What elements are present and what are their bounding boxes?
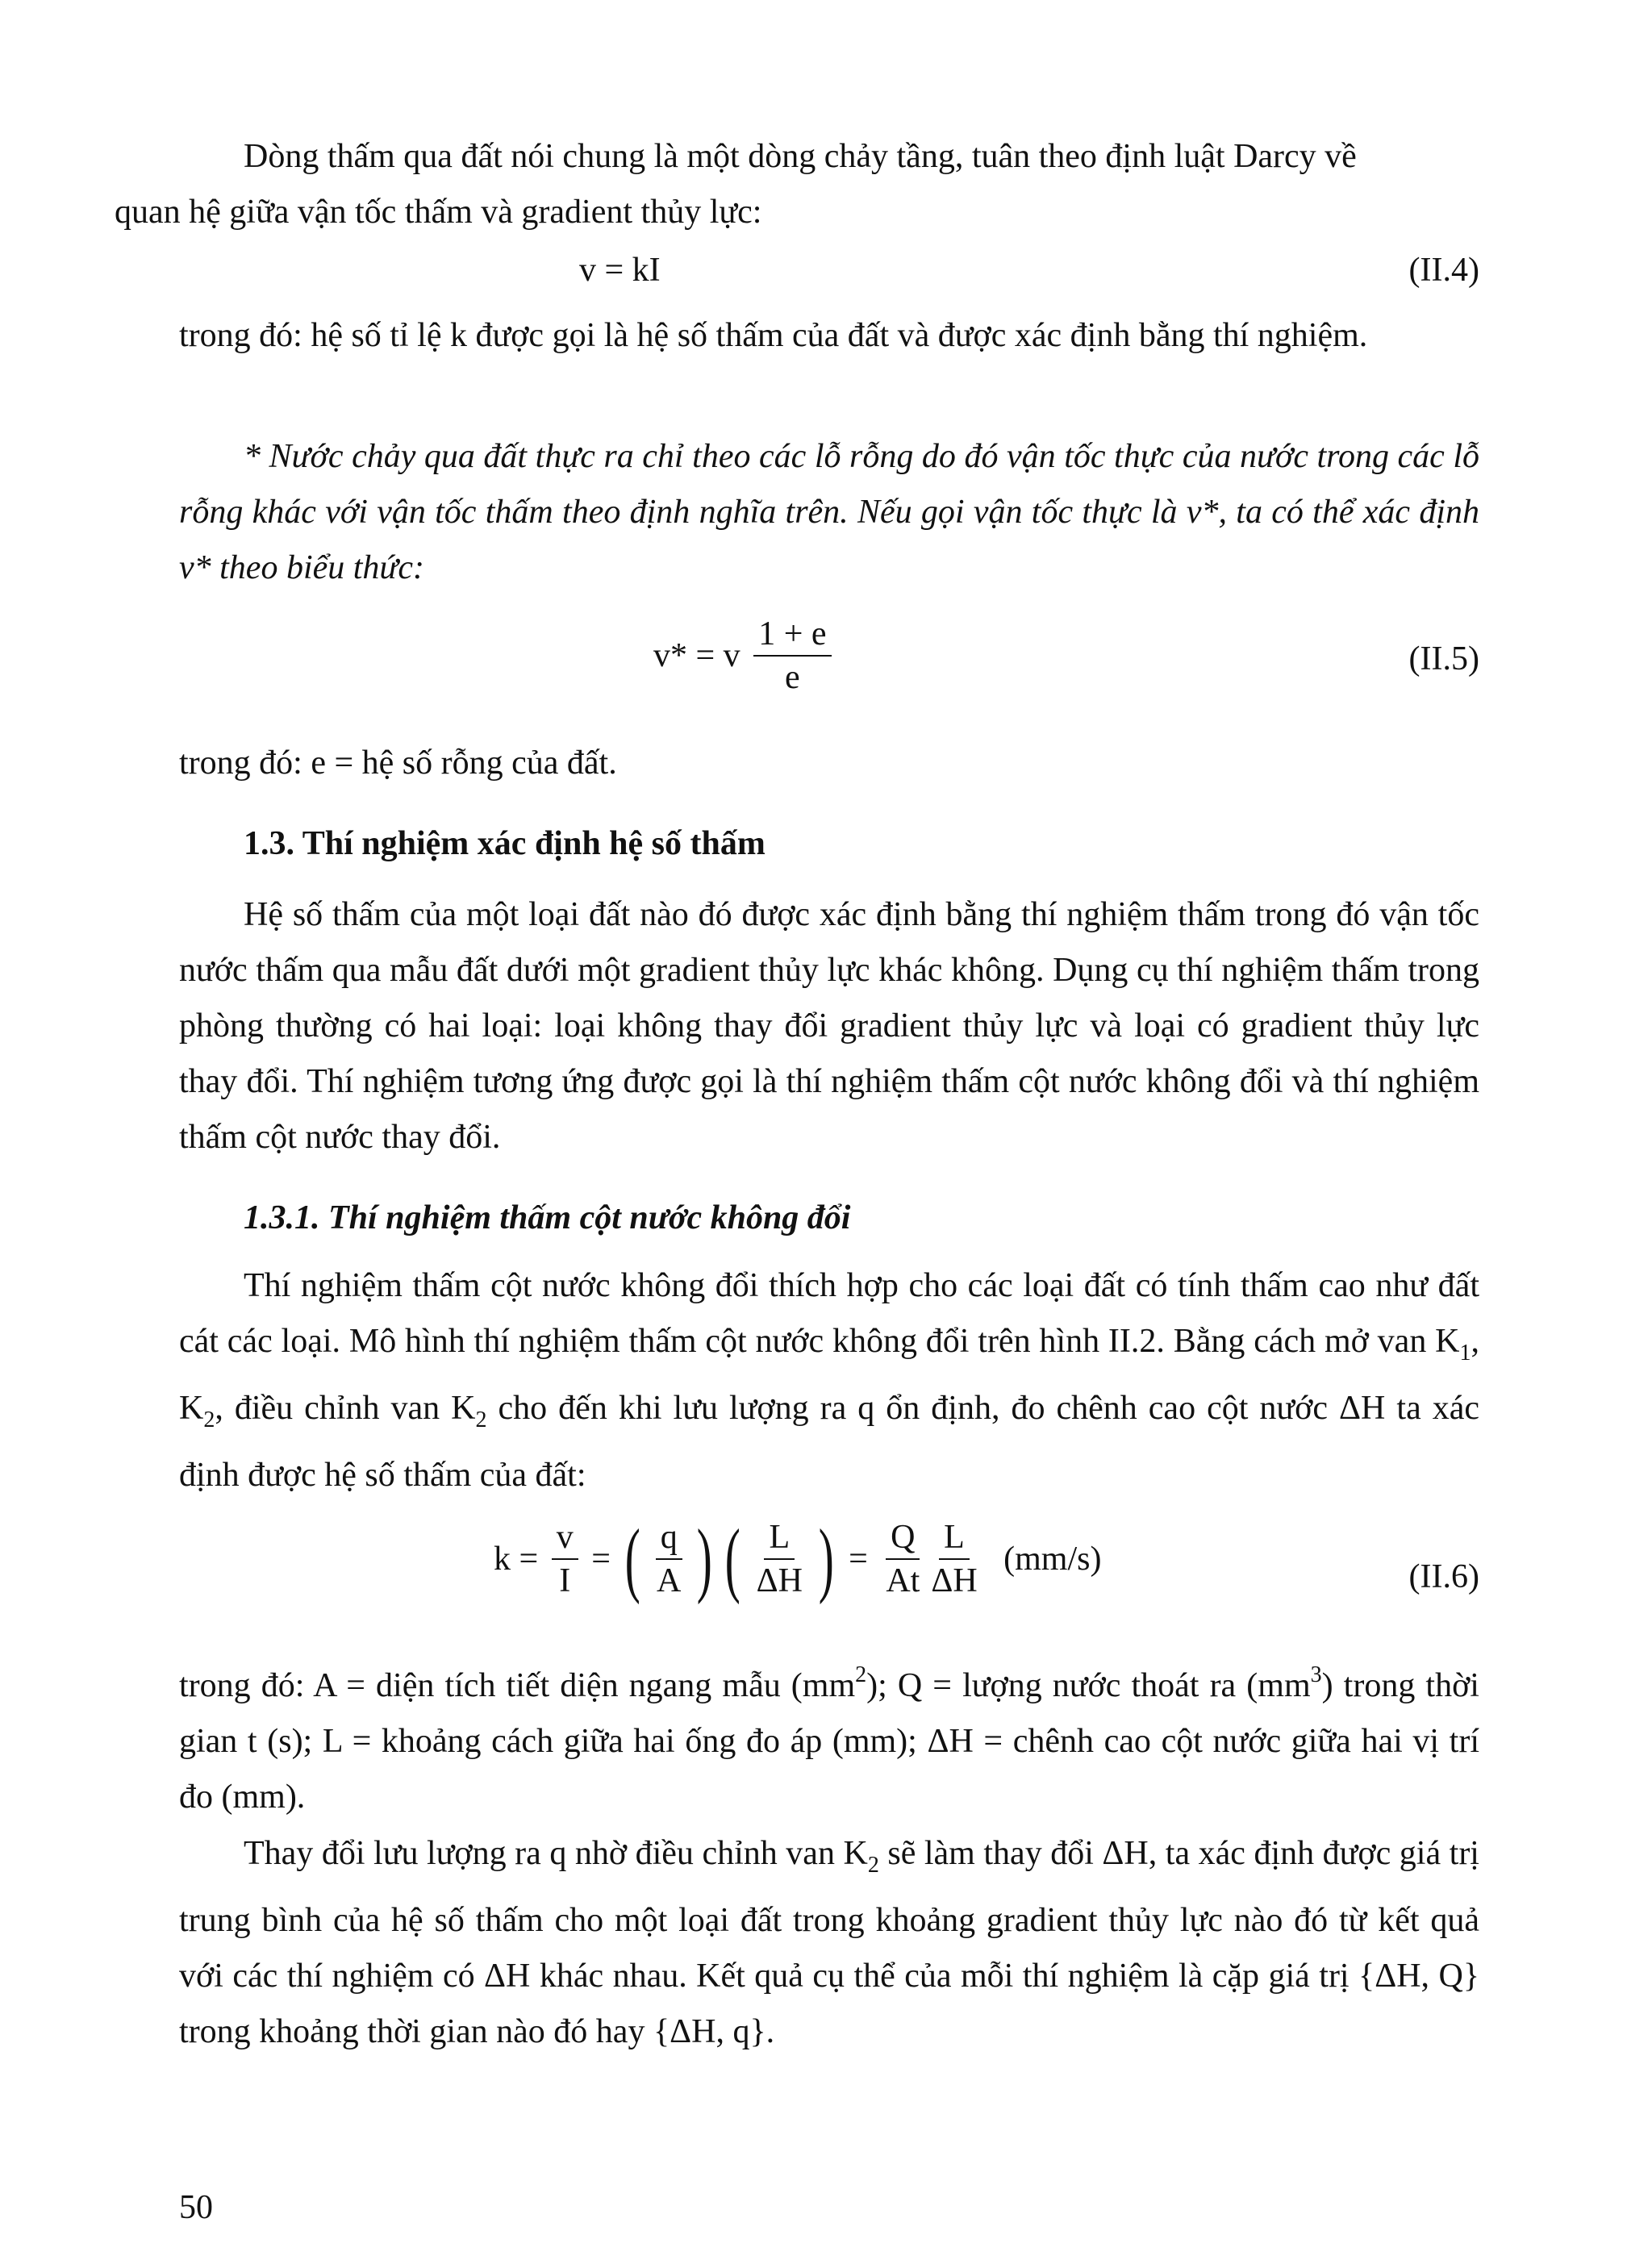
- subsection-heading: 1.3.1. Thí nghiệm thấm cột nước không đổi: [244, 1199, 851, 1236]
- right-paren: ): [818, 1512, 834, 1605]
- equation-ii6-unit: (mm/s): [1003, 1541, 1102, 1578]
- subscript-k2-third: 2: [867, 1853, 879, 1878]
- paragraph-constant-head-text-d: cho đến khi lưu lượng ra q ổn định, đo chênh cao cột nước ΔH ta xác định được hệ số thấm của đất:: [179, 1390, 1480, 1494]
- right-paren: ): [697, 1512, 713, 1605]
- paragraph-constant-head-text-b: , K: [179, 1323, 1479, 1427]
- equation-ii6-number: (II.6): [1408, 1558, 1479, 1595]
- equation-ii5-fraction: [753, 613, 831, 698]
- variable-definitions-text-a: trong đó: A = diện tích tiết diện ngang mẫu (mm: [179, 1667, 856, 1704]
- fraction-numerator: L: [764, 1516, 795, 1560]
- equation-ii4: [579, 250, 661, 290]
- equation-ii6: [494, 1512, 1102, 1605]
- average-coefficient-text-a: Thay đổi lưu lượng ra q nhờ điều chỉnh van K: [244, 1835, 868, 1872]
- paragraph-average-coefficient: [179, 1826, 1479, 2060]
- subscript-k2: 2: [203, 1407, 215, 1432]
- average-coefficient-text-b: sẽ làm thay đổi ΔH, ta xác định được giá trị trung bình của hệ số thấm cho một loại đất trong khoảng gradient thủy lực nào đó từ kết quả với các thí nghiệm có ΔH khác nhau. Kết quả cụ thể của mỗi thí nghiệm là cặp giá trị {ΔH, Q} trong khoảng thời gian nào đó hay {ΔH, q}.: [179, 1835, 1479, 2050]
- equation-ii6-fraction-q-over-a: [652, 1516, 686, 1602]
- equals-sign: =: [849, 1541, 868, 1578]
- equation-ii4-body: v = kI: [579, 252, 661, 289]
- equation-ii6-k: k =: [494, 1541, 539, 1578]
- fraction-denominator: ΔH: [756, 1562, 803, 1599]
- equation-ii5-number: (II.5): [1408, 640, 1479, 678]
- equation-ii5-lhs: v* = v: [653, 637, 740, 674]
- paragraph-intro: [115, 129, 1479, 240]
- equation-ii6-fraction-q-over-at: [881, 1516, 924, 1602]
- fraction-numerator: v: [552, 1516, 578, 1560]
- equals-sign: =: [591, 1541, 611, 1578]
- superscript-3: 3: [1310, 1662, 1322, 1687]
- fraction-denominator: I: [559, 1562, 571, 1599]
- fraction-numerator: q: [656, 1516, 682, 1560]
- left-paren: (: [625, 1512, 641, 1605]
- variable-definitions-text-c: ) trong thời gian t (s); L = khoảng cách giữa hai ống đo áp (mm); ΔH = chênh cao cột nước giữa hai vị trí đo (mm).: [179, 1667, 1479, 1816]
- fraction-denominator: At: [886, 1562, 920, 1599]
- equation-ii6-fraction-v-over-i: [552, 1516, 578, 1602]
- paragraph-intro-line1: Dòng thấm qua đất nói chung là một dòng chảy tầng, tuân theo định luật Darcy về: [244, 138, 1357, 175]
- fraction-denominator: ΔH: [931, 1562, 978, 1599]
- fraction-numerator: Q: [886, 1516, 920, 1560]
- subscript-k1: 1: [1459, 1341, 1471, 1366]
- equation-ii5-numerator: 1 + e: [753, 613, 831, 657]
- section-heading: 1.3. Thí nghiệm xác định hệ số thấm: [244, 825, 766, 862]
- variable-definitions-text-b: ); Q = lượng nước thoát ra (mm: [866, 1667, 1311, 1704]
- equation-ii6-fraction-l-over-dh-2: [926, 1516, 982, 1602]
- superscript-2: 2: [855, 1662, 867, 1687]
- paragraph-void-ratio: trong đó: e = hệ số rỗng của đất.: [179, 744, 617, 782]
- paragraph-variable-definitions: [179, 1647, 1479, 1825]
- equation-ii6-fraction-l-over-dh: [752, 1516, 807, 1602]
- paragraph-constant-head-text-c: , điều chỉnh van K: [215, 1390, 476, 1427]
- fraction-numerator: L: [939, 1516, 970, 1560]
- left-paren: (: [724, 1512, 740, 1605]
- paragraph-permeability-tests: Hệ số thấm của một loại đất nào đó được xác định bằng thí nghiệm thấm trong đó vận tốc nước thấm qua mẫu đất dưới một gradient thủy lực khác không. Dụng cụ thí nghiệm thấm trong phòng thường có hai loại: loại không thay đổi gradient thủy lực và loại có gradient thủy lực thay đổi. Thí nghiệm tương ứng được gọi là thí nghiệm thấm cột nước không đổi và thí nghiệm thấm cột nước thay đổi.: [179, 896, 1479, 1156]
- equation-ii5: [653, 613, 836, 698]
- equation-ii4-number: (II.4): [1408, 252, 1479, 289]
- paragraph-k-definition: trong đó: hệ số tỉ lệ k được gọi là hệ số thấm của đất và được xác định bằng thí nghiệm.: [179, 317, 1368, 354]
- paragraph-constant-head-text-a: Thí nghiệm thấm cột nước không đổi thích hợp cho các loại đất có tính thấm cao như đất cát các loại. Mô hình thí nghiệm thấm cột nước không đổi trên hình II.2. Bằng cách mở van K: [179, 1267, 1479, 1360]
- fraction-denominator: A: [657, 1562, 682, 1599]
- paragraph-constant-head: [179, 1258, 1479, 1503]
- paragraph-real-velocity: * Nước chảy qua đất thực ra chỉ theo các lỗ rỗng do đó vận tốc thực của nước trong các lỗ rỗng khác với vận tốc thấm theo định nghĩa trên. Nếu gọi vận tốc thực là v*, ta có thể xác định v* theo biểu thức:: [179, 438, 1479, 586]
- page-number: 50: [179, 2189, 213, 2226]
- subscript-k2-second: 2: [475, 1407, 487, 1432]
- equation-ii5-denominator: e: [785, 659, 800, 696]
- paragraph-intro-line2: quan hệ giữa vận tốc thấm và gradient thủy lực:: [115, 194, 762, 231]
